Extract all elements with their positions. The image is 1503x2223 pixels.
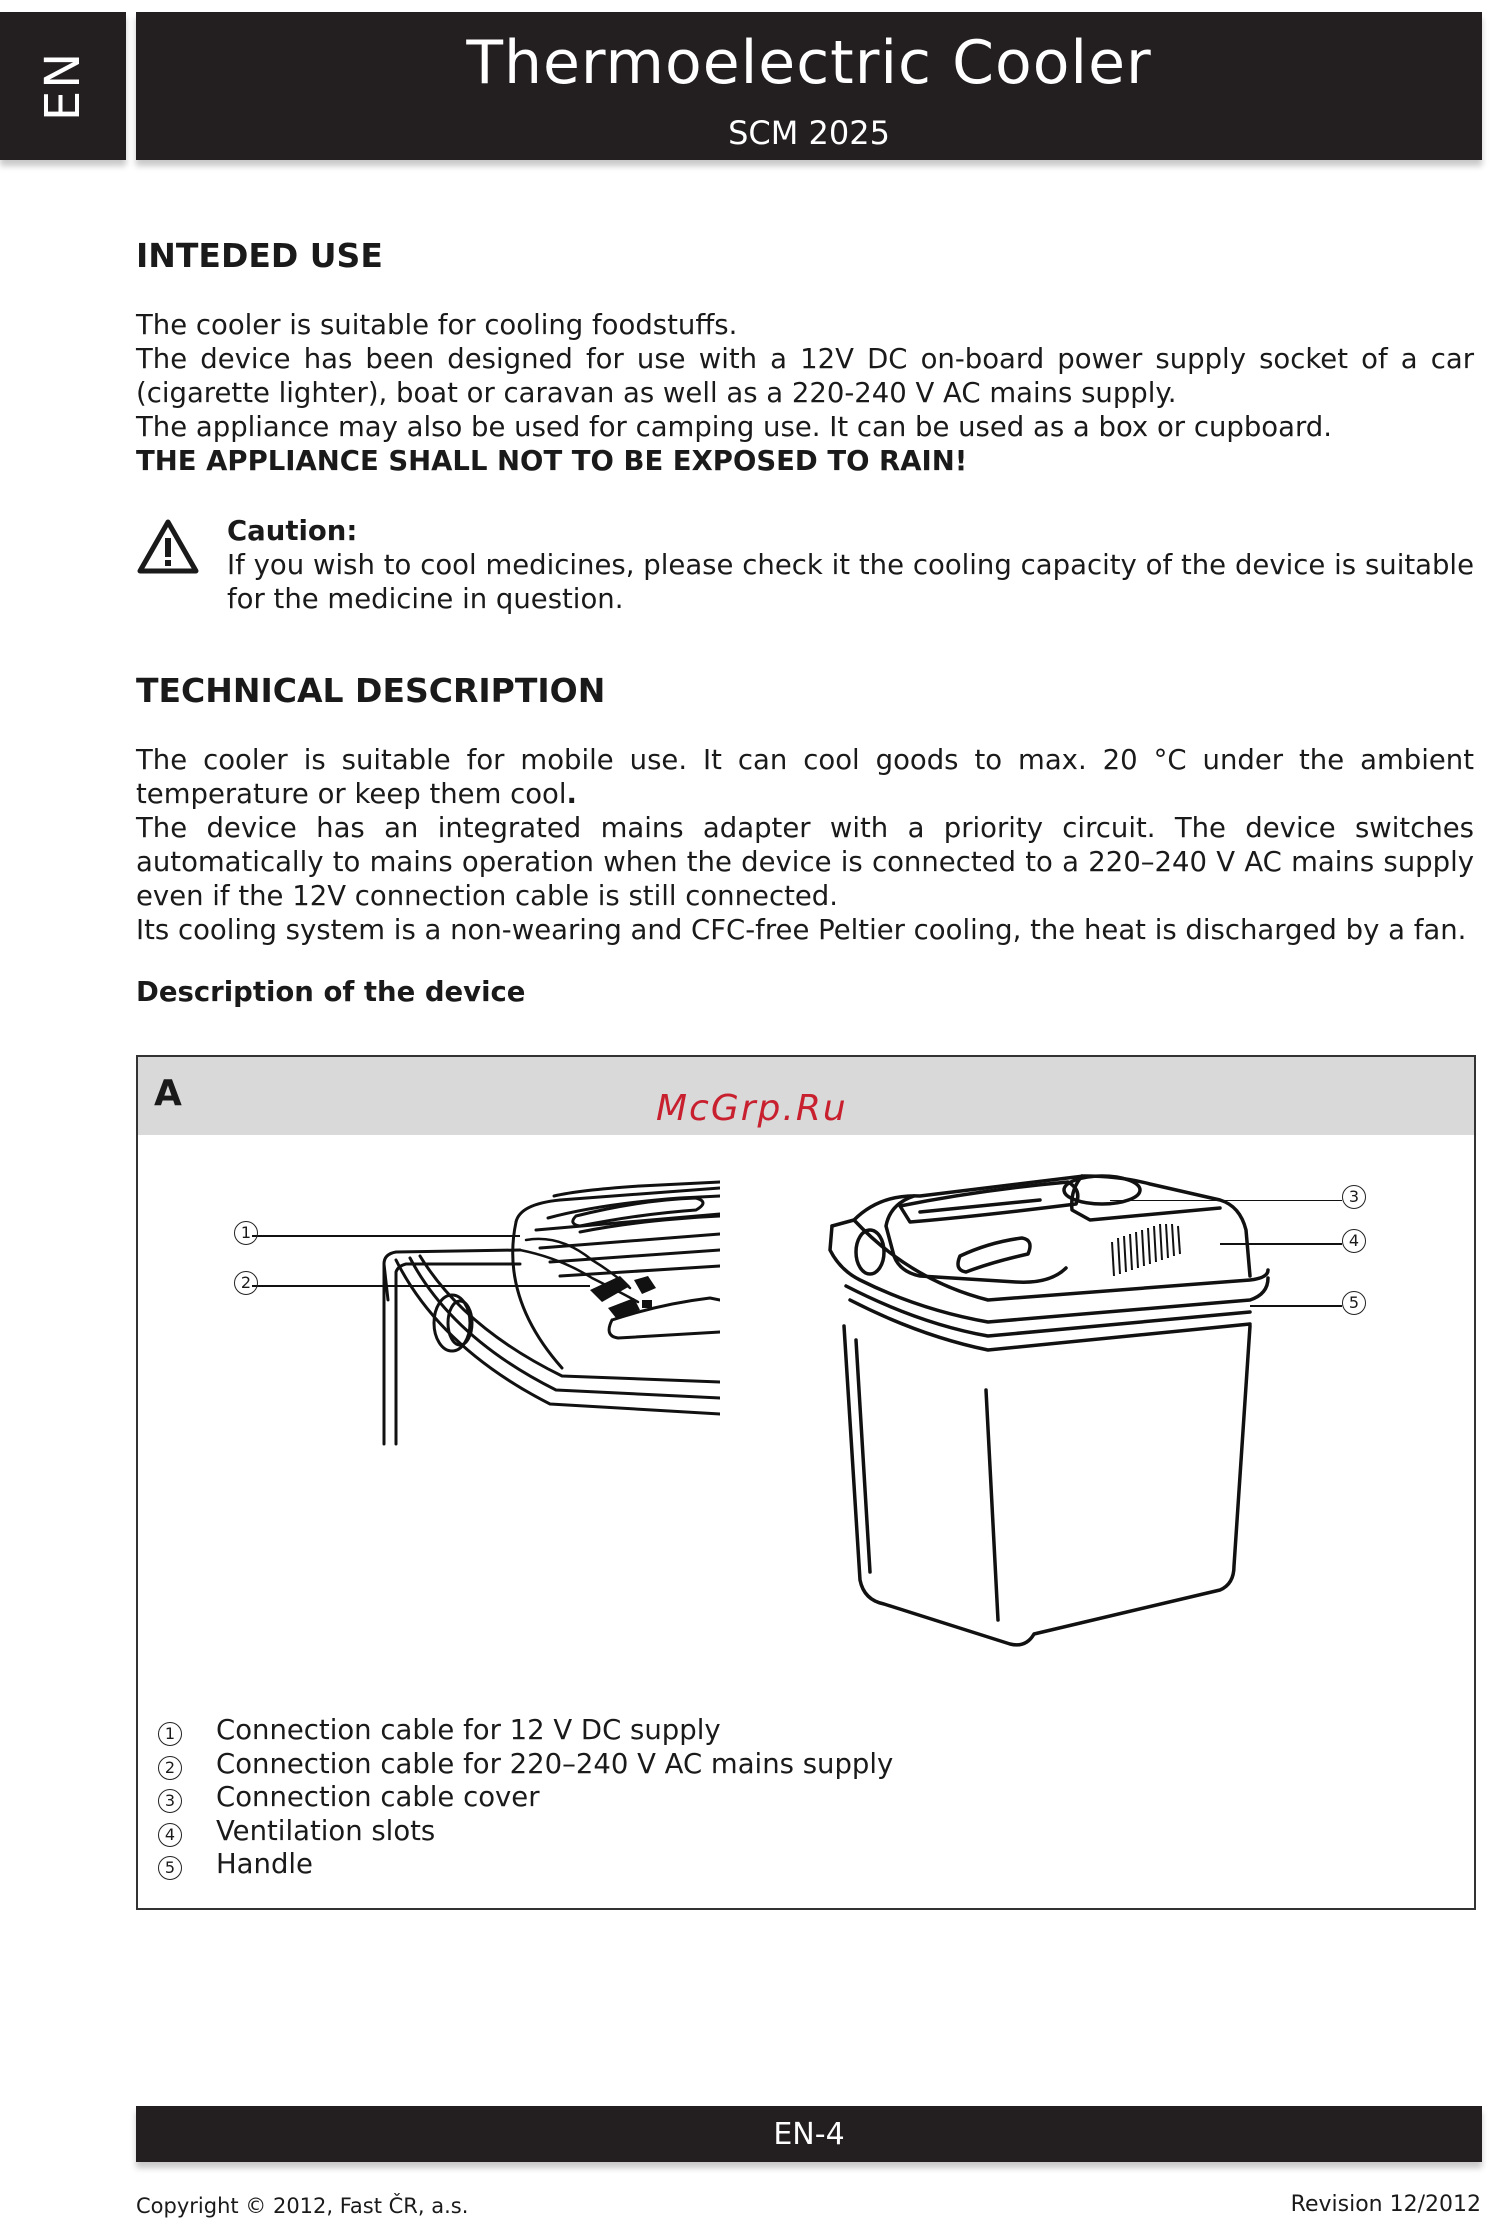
legend-item bbox=[158, 1848, 1058, 1882]
intended-use-heading: INTEDED USE bbox=[136, 236, 383, 275]
legend-number: 2 bbox=[158, 1756, 182, 1780]
callout-2-number: 2 bbox=[234, 1271, 258, 1295]
callout-4-number: 4 bbox=[1342, 1229, 1366, 1253]
legend-number: 3 bbox=[158, 1789, 182, 1813]
technical-p1-end: . bbox=[566, 778, 577, 810]
legend-list bbox=[158, 1714, 1058, 1882]
language-label: EN bbox=[35, 50, 91, 122]
legend-label: Connection cable cover bbox=[216, 1781, 540, 1813]
legend-item bbox=[158, 1781, 1058, 1815]
technical-p3: Its cooling system is a non-wearing and CFC-free Peltier cooling, the heat is discharged by a fan. bbox=[136, 914, 1467, 946]
page-number: EN-4 bbox=[773, 2116, 845, 2152]
technical-body bbox=[136, 743, 1474, 947]
rain-warning: THE APPLIANCE SHALL NOT TO BE EXPOSED TO RAIN! bbox=[136, 445, 968, 477]
copyright: Copyright © 2012, Fast ČR, a.s. bbox=[136, 2194, 469, 2218]
intended-use-p1: The cooler is suitable for cooling foodstuffs. bbox=[136, 309, 738, 341]
callout-1-number: 1 bbox=[234, 1221, 258, 1245]
callout-1 bbox=[234, 1221, 258, 1245]
device-description-heading: Description of the device bbox=[136, 976, 526, 1008]
caution-title: Caution: bbox=[227, 515, 358, 547]
revision: Revision 12/2012 bbox=[1290, 2192, 1481, 2217]
model-number: SCM 2025 bbox=[728, 114, 890, 152]
callout-3-number: 3 bbox=[1342, 1185, 1366, 1209]
callout-3 bbox=[1342, 1185, 1366, 1209]
legend-label: Connection cable for 220–240 V AC mains supply bbox=[216, 1747, 894, 1780]
technical-heading: TECHNICAL DESCRIPTION bbox=[136, 671, 606, 710]
intended-use-p3: The appliance may also be used for camping use. It can be used as a box or cupboard. bbox=[136, 411, 1332, 443]
document-title: Thermoelectric Cooler bbox=[466, 28, 1152, 98]
legend-item bbox=[158, 1815, 1058, 1849]
legend-item bbox=[158, 1748, 1058, 1782]
legend-number: 1 bbox=[158, 1722, 182, 1746]
callout-5-number: 5 bbox=[1342, 1291, 1366, 1315]
header-bar bbox=[136, 12, 1482, 160]
intended-use-body bbox=[136, 308, 1474, 478]
callout-layer bbox=[220, 1200, 1420, 1340]
legend-label: Ventilation slots bbox=[216, 1814, 436, 1847]
language-tab bbox=[0, 12, 126, 160]
intended-use-p2: The device has been designed for use with a 12V DC on-board power supply socket of a car (cigarette lighter), boat or caravan as well as a 220-240 V AC mains supply. bbox=[136, 343, 1474, 409]
page-number-bar bbox=[136, 2106, 1482, 2162]
legend-label: Connection cable for 12 V DC supply bbox=[216, 1714, 721, 1746]
legend-label: Handle bbox=[216, 1848, 313, 1880]
callout-4 bbox=[1342, 1229, 1366, 1253]
legend-number: 5 bbox=[158, 1856, 182, 1880]
technical-p1-text: The cooler is suitable for mobile use. It can cool goods to max. 20 °C under the ambient temperature or keep them cool bbox=[136, 744, 1474, 810]
callout-2 bbox=[234, 1271, 258, 1295]
caution-text: If you wish to cool medicines, please check it the cooling capacity of the device is suitable for the medicine in question. bbox=[227, 549, 1474, 615]
technical-p1 bbox=[136, 743, 1474, 811]
watermark: McGrp.Ru bbox=[656, 1088, 848, 1129]
legend-number: 4 bbox=[158, 1823, 182, 1847]
figure-letter: A bbox=[154, 1073, 182, 1114]
technical-p2: The device has an integrated mains adapter with a priority circuit. The device switches automatically to mains operation when the device is connected to a 220–240 V AC mains supply even if the 12V connection cable is still connected. bbox=[136, 812, 1474, 912]
legend-item bbox=[158, 1714, 1058, 1748]
callout-5 bbox=[1342, 1291, 1366, 1315]
warning-triangle-icon bbox=[136, 518, 200, 576]
